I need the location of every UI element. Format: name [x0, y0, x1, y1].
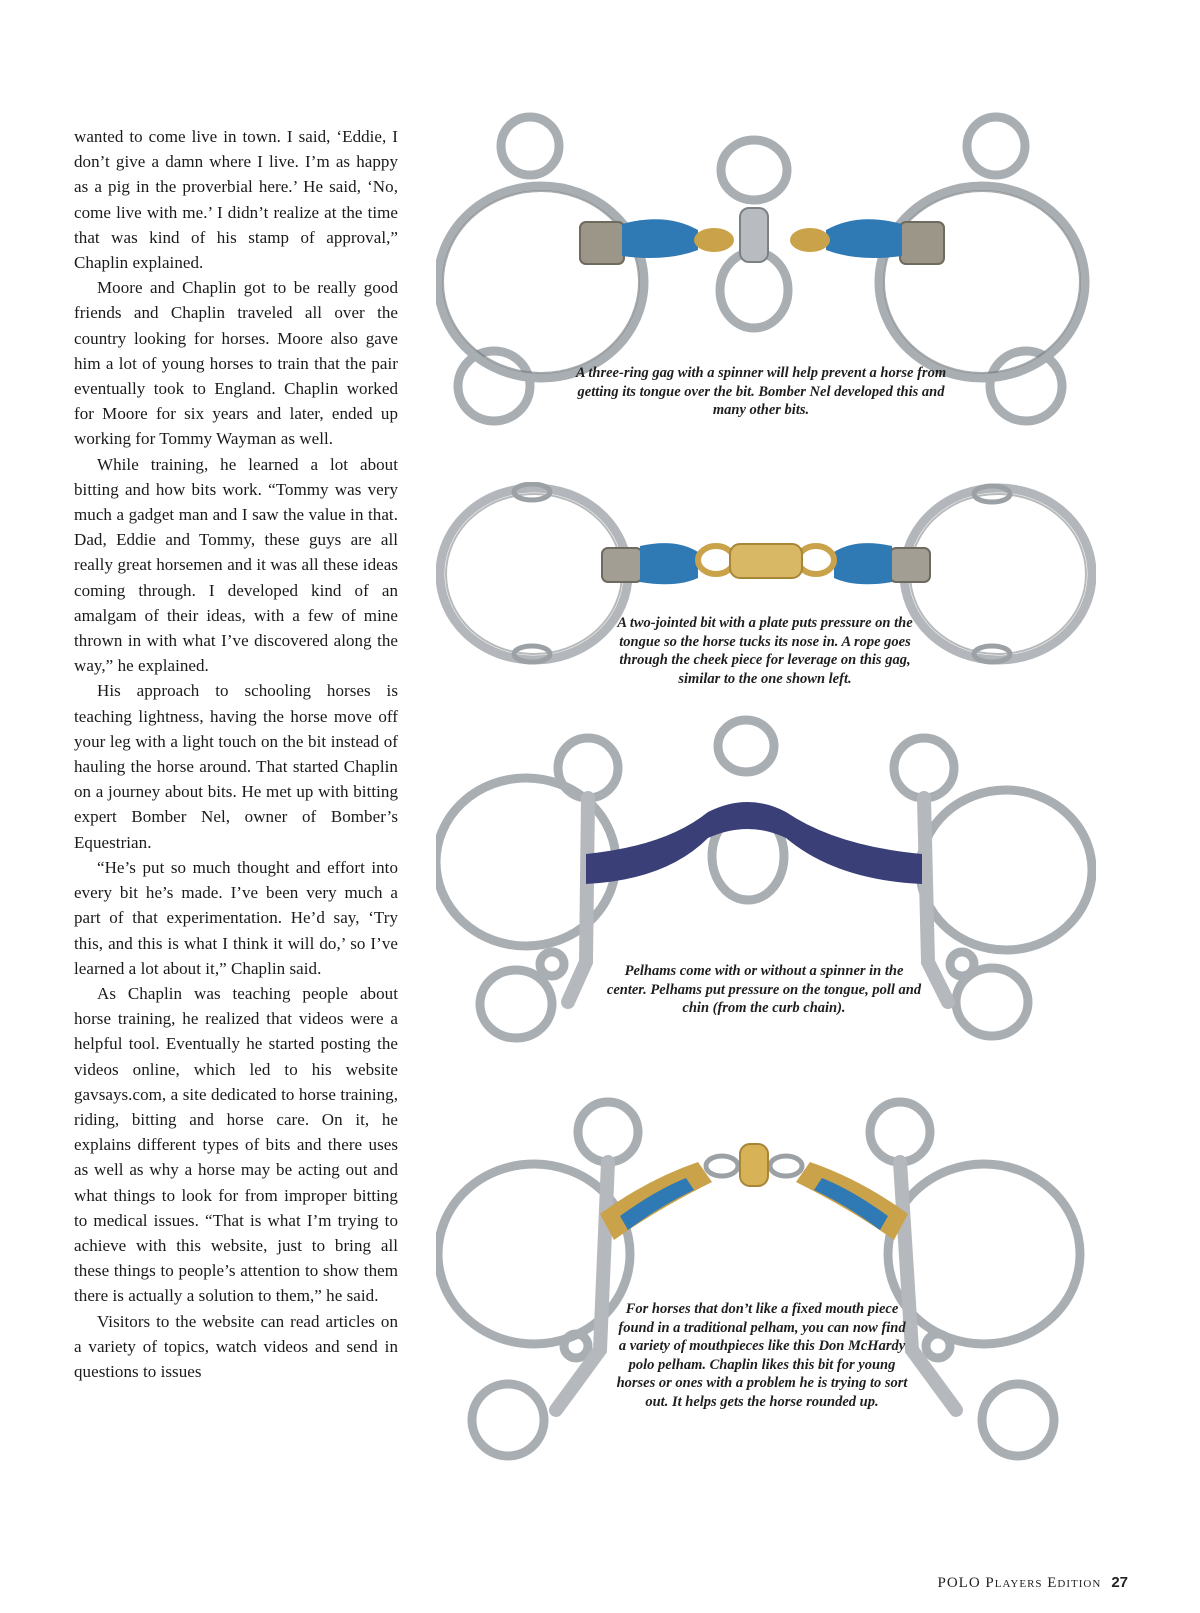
two-jointed-gag-photo — [436, 482, 1096, 692]
page-number: 27 — [1111, 1574, 1128, 1591]
polo-pelham-photo — [436, 1090, 1096, 1480]
three-ring-gag-photo — [436, 112, 1096, 432]
pelham-bit-photo — [436, 712, 1096, 1052]
article-text-column — [74, 124, 398, 1384]
article-paragraph: wanted to come live in town. I said, ‘Eddie, I don’t give a damn where I live. I’m as happy as a pig in the proverbial here.’ He said, ‘No, come live with me.’ I didn’t realize at the time that was kind of his stamp of approval,” Chaplin explained. — [74, 127, 398, 273]
figure-caption: For horses that don’t like a fixed mouth piece found in a traditional pelham, you can now find a variety of mouthpieces like this Don McHardy polo pelham. Chaplin likes this bit for young horses or ones with a problem he is trying to sort out. It helps gets the horse rounded up. — [616, 1301, 908, 1410]
article-paragraph: As Chaplin was teaching people about horse training, he realized that videos were a helpful tool. Eventually he started posting the videos online, which led to his website gavsays.com, a site dedicated to horse training, riding, bitting and horse care. On it, he explains different types of bits and there uses as well as why a horse may be acting out and what things to look for from improper bitting to medical issues. “That is what I’m trying to achieve with this website, just to bring all these things to people’s attention to show them there is actually a solution to them,” he said. — [74, 983, 398, 1306]
page-footer — [937, 1574, 1128, 1592]
article-paragraph: “He’s put so much thought and effort into every bit he’s made. I’ve been very much a part of that experimentation. He’d say, ‘Try this, and this is what I think it will do,’ so I’ve learned a lot about it,” Chaplin said. — [74, 857, 398, 978]
article-paragraph: Visitors to the website can read articles on a variety of topics, watch videos and send in questions to issues — [74, 1311, 398, 1381]
figure-caption: A two-jointed bit with a plate puts pressure on the tongue so the horse tucks its nose in. A rope goes through the cheek piece for leverage on this gag, similar to the one shown left. — [617, 615, 913, 687]
publication-name: POLO Players Edition — [937, 1575, 1102, 1591]
figure-caption: Pelhams come with or without a spinner in the center. Pelhams put pressure on the tongue, poll and chin (from the curb chain). — [606, 963, 922, 1017]
article-paragraph: Moore and Chaplin got to be really good friends and Chaplin traveled all over the country looking for horses. Moore also gave him a lot of young horses to train that the pair eventually took to England. Chaplin worked for Moore for six years and later, ended up working for Tommy Wayman as well. — [74, 278, 398, 449]
figure-caption: A three-ring gag with a spinner will help prevent a horse from getting its tongue over the bit. Bomber Nel developed this and many other bits. — [575, 365, 947, 419]
article-paragraph: His approach to schooling horses is teaching lightness, having the horse move off your leg with a light touch on the bit instead of hauling the horse around. That started Chaplin on a journey about bits. He met up with bitting expert Bomber Nel, owner of Bomber’s Equestrian. — [74, 681, 398, 852]
article-paragraph: While training, he learned a lot about bitting and how bits work. “Tommy was very much a gadget man and I saw the value in that. Dad, Eddie and Tommy, these guys are all really great horsemen and it was all these ideas coming through. I developed kind of an amalgam of their ideas, with a few of mine thrown in with what I’ve discovered along the way,” he explained. — [74, 454, 398, 676]
